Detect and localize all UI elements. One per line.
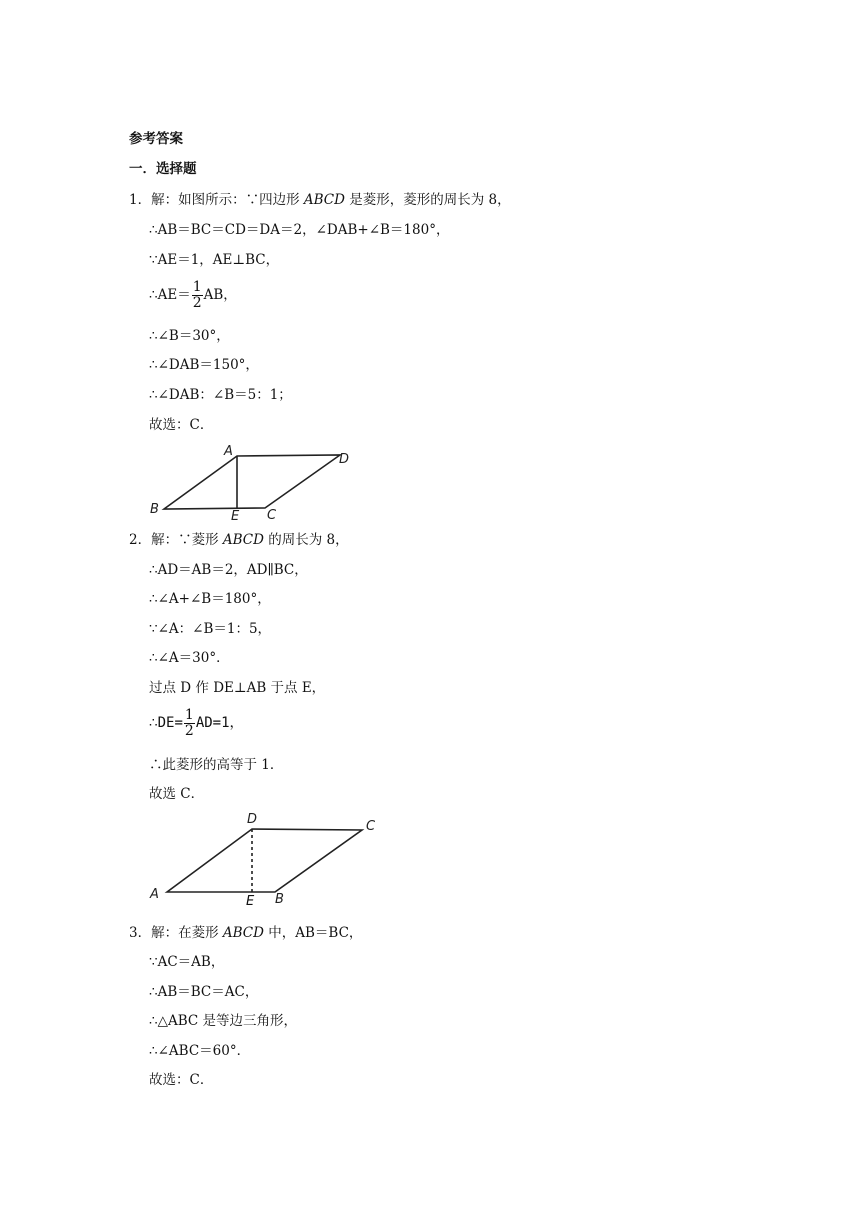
q3-line-3: ∴△ABC 是等边三角形， [149,1013,298,1029]
q1-abcd: ABCD [303,192,345,208]
q1-line-0 [129,191,511,209]
q1-fraction [192,280,203,311]
q2-frac-num: 1 [184,707,194,723]
q3-line-2: ∴AB＝BC＝AC， [149,984,259,1000]
q2-line-0 [129,531,349,549]
q2-rhombus [167,829,362,892]
q1-l3-post: AB， [203,287,237,303]
q2-frac-den: 2 [184,723,194,739]
q2-fraction [184,708,195,739]
q2-label-c: C [366,819,376,834]
q1-label-e: E [231,509,240,524]
q2-l6-post: AD=1， [195,715,244,731]
q1-line-4: ∴∠B＝30°， [149,328,230,344]
q3-line-1: ∵AC＝AB， [149,954,225,970]
q2-line-5: 过点 D 作 DE⊥AB 于点 E， [149,680,326,696]
q2-line-8: 故选 C． [149,786,205,802]
q2-l6-pre: DE= [157,715,183,731]
q1-l3-pre: ∴AE＝ [149,287,191,303]
q1-label-a: A [224,444,233,459]
q1-label-b: B [150,502,159,517]
q3-line-4: ∴∠ABC＝60°． [149,1043,251,1059]
q3-line-5: 故选：C． [149,1072,214,1088]
q2-line-7: ∴此菱形的高等于 1． [149,757,284,773]
q2-number: 2． [129,532,152,548]
q1-line-2: ∵AE＝1，AE⊥BC， [149,252,280,268]
q2-text-tail: 的周长为 8， [268,532,349,548]
q3-text-tail: 中，AB＝BC， [268,925,363,941]
q1-number: 1． [129,192,152,208]
q2-therefore: ∴ [149,715,158,731]
q1-frac-den: 2 [192,295,202,311]
section-heading: 一．选择题 [129,161,197,177]
q3-number: 3． [129,925,152,941]
q1-rhombus-figure [140,440,370,525]
q2-abcd: ABCD [222,532,264,548]
q1-line-7: 故选：C． [149,417,214,433]
q3-text: 解：在菱形 [151,925,219,941]
q2-line-3: ∵∠A：∠B＝1：5， [149,621,272,637]
answer-title: 参考答案 [129,131,183,147]
q1-frac-num: 1 [192,279,202,295]
q2-line-4: ∴∠A＝30°． [149,650,230,666]
q1-label-c: C [267,508,277,523]
q2-line-1: ∴AD＝AB＝2，AD∥BC， [149,562,308,578]
q2-label-e: E [246,894,255,909]
q1-label-d: D [339,452,350,467]
q2-line-2: ∴∠A+∠B＝180°， [149,591,271,607]
q2-label-b: B [275,892,284,907]
q1-line-5: ∴∠DAB＝150°， [149,357,259,373]
q3-abcd: ABCD [222,925,264,941]
q1-text: 解：如图所示：∵四边形 [151,192,300,208]
q1-line-1: ∴AB＝BC＝CD＝DA＝2，∠DAB+∠B＝180°， [149,222,450,238]
q3-line-0 [129,924,362,942]
q2-text: 解：∵菱形 [151,532,219,548]
q2-rhombus-figure [140,808,390,907]
q2-line-6 [149,708,244,739]
q1-line-3 [149,280,237,311]
q2-label-d: D [247,812,258,827]
q1-line-6: ∴∠DAB：∠B＝5：1； [149,387,292,403]
q1-rhombus [164,455,340,509]
q1-text-tail: 是菱形，菱形的周长为 8， [349,192,511,208]
q2-label-a: A [150,887,159,902]
